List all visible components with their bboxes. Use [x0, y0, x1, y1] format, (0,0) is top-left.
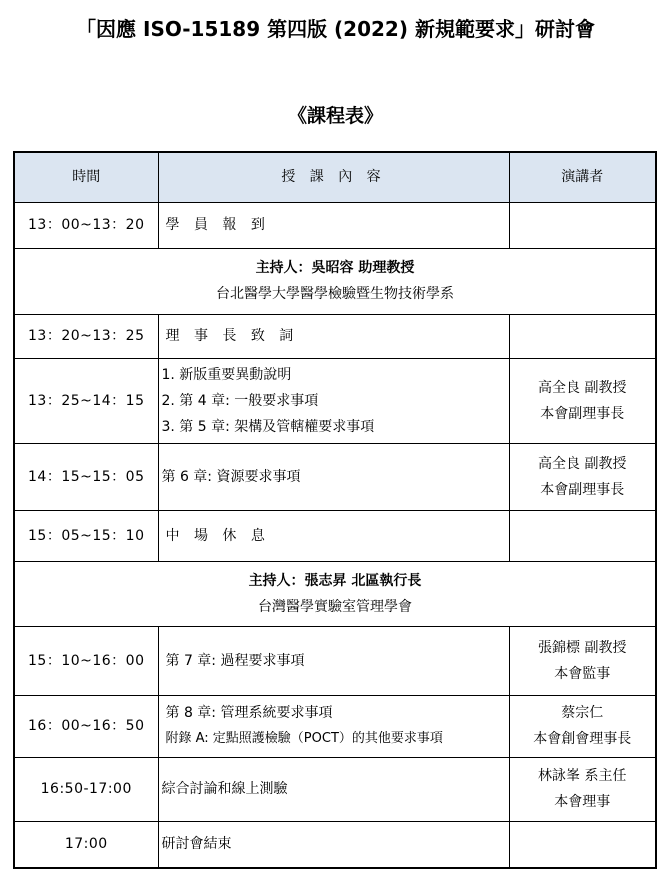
page-title: 「因應 ISO-15189 第四版 (2022) 新規範要求」研討會 [76, 17, 595, 41]
host-row [14, 561, 656, 626]
session-time: 13：00~13：20 [14, 202, 158, 248]
lecturer-name: 高全良 副教授 [538, 455, 627, 472]
header-lecturer: 演講者 [509, 152, 656, 202]
session-content [158, 695, 509, 757]
lecturer-name: 高全良 副教授 [538, 379, 627, 396]
host-name: 主持人：張志昇 北區執行長 [248, 572, 422, 589]
session-time: 16:50-17:00 [14, 757, 158, 821]
session-time: 15：05~15：10 [14, 510, 158, 561]
session-time: 17:00 [14, 821, 158, 868]
host-row [14, 248, 656, 314]
session-lecturer [509, 314, 656, 358]
session-content [158, 443, 509, 510]
session-lecturer [509, 821, 656, 868]
table-row [14, 695, 656, 757]
table-row [14, 443, 656, 510]
table-header-row [14, 152, 656, 202]
content-line: 中 場 休 息 [165, 527, 270, 544]
schedule-heading: 《課程表》 [287, 105, 383, 127]
table-row [14, 358, 656, 443]
lecturer-title: 本會理事 [554, 794, 611, 810]
content-line: 第 6 章: 資源要求事項 [161, 468, 301, 485]
table-row [14, 757, 656, 821]
lecturer-title: 本會創會理事長 [533, 731, 632, 747]
host-cell [14, 248, 656, 314]
session-lecturer [509, 443, 656, 510]
session-lecturer [509, 626, 656, 695]
content-line: 第 7 章: 過程要求事項 [165, 652, 305, 669]
session-time: 16：00~16：50 [14, 695, 158, 757]
session-content [158, 314, 509, 358]
schedule-table [13, 151, 657, 869]
content-line: 理 事 長 致 詞 [165, 328, 299, 344]
content-line: 綜合討論和線上測驗 [161, 781, 288, 797]
session-time: 13：25~14：15 [14, 358, 158, 443]
content-line: 研討會結束 [161, 836, 232, 853]
lecturer-title: 本會副理事長 [540, 481, 625, 498]
header-content: 授 課 內 容 [158, 152, 509, 202]
table-row [14, 510, 656, 561]
session-time: 14：15~15：05 [14, 443, 158, 510]
session-time: 13：20~13：25 [14, 314, 158, 358]
session-lecturer [509, 358, 656, 443]
session-content [158, 821, 509, 868]
content-line: 1. 新版重要異動說明 [161, 366, 292, 383]
table-row [14, 821, 656, 868]
content-line: 第 8 章: 管理系統要求事項 [165, 705, 333, 721]
lecturer-title: 本會副理事長 [540, 405, 625, 422]
table-row [14, 314, 656, 358]
session-content [158, 202, 509, 248]
session-lecturer [509, 202, 656, 248]
content-line: 學 員 報 到 [165, 217, 270, 233]
session-time: 15：10~16：00 [14, 626, 158, 695]
session-content [158, 510, 509, 561]
content-line: 2. 第 4 章: 一般要求事項 [161, 392, 319, 409]
header-time: 時間 [14, 152, 158, 202]
host-affiliation: 台灣醫學實驗室管理學會 [258, 598, 412, 615]
lecturer-name: 蔡宗仁 [561, 705, 604, 721]
host-name: 主持人：吳昭容 助理教授 [255, 260, 415, 276]
host-affiliation: 台北醫學大學醫學檢驗暨生物技術學系 [216, 286, 454, 302]
session-lecturer [509, 510, 656, 561]
session-lecturer [509, 757, 656, 821]
table-row [14, 202, 656, 248]
lecturer-name: 林詠峯 系主任 [538, 768, 627, 784]
session-content [158, 757, 509, 821]
content-line: 3. 第 5 章: 架構及管轄權要求事項 [161, 418, 375, 435]
session-content [158, 626, 509, 695]
content-line: 附錄 A: 定點照護檢驗（POCT）的其他要求事項 [165, 731, 443, 746]
table-row [14, 626, 656, 695]
session-lecturer [509, 695, 656, 757]
lecturer-name: 張錦標 副教授 [538, 639, 627, 656]
host-cell [14, 561, 656, 626]
session-content [158, 358, 509, 443]
lecturer-title: 本會監事 [554, 665, 611, 682]
